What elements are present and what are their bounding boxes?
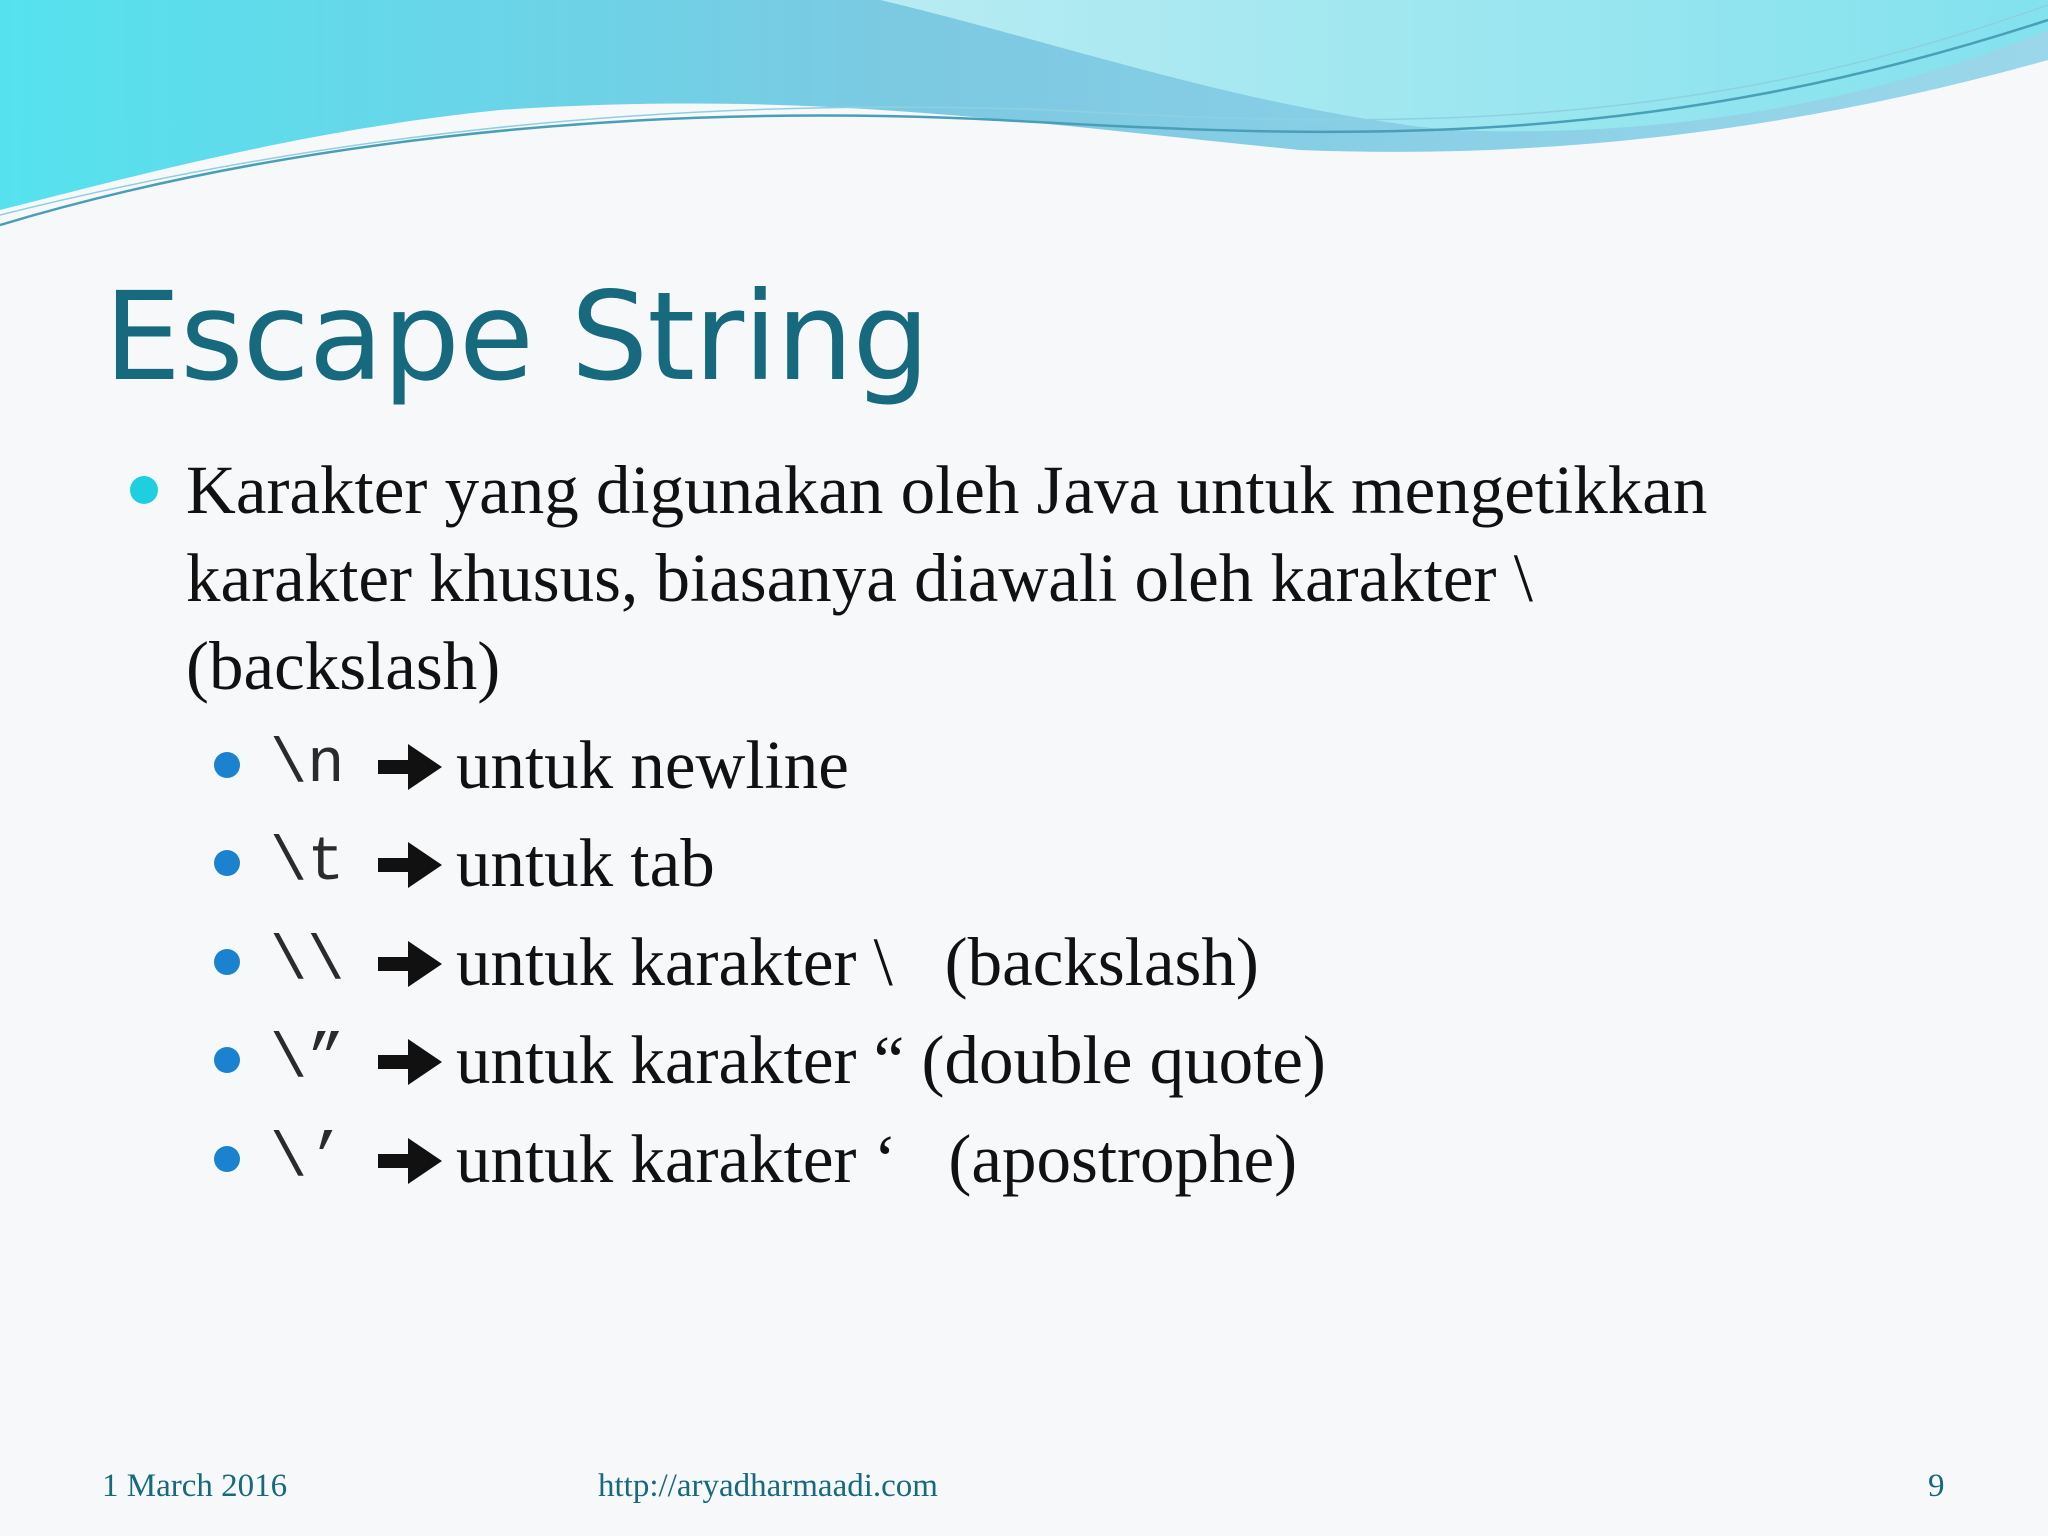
- sub-bullet-dot: [214, 1146, 240, 1172]
- bullet-dot: [130, 476, 158, 504]
- footer-date: 1 March 2016: [102, 1468, 288, 1504]
- escape-code: \n: [270, 729, 345, 800]
- escape-description: untuk karakter \ (backslash): [456, 924, 1259, 1000]
- bullet-line: Karakter yang digunakan oleh Java untuk mengetikkan: [186, 452, 1708, 528]
- right-arrow-icon: [374, 1134, 446, 1188]
- escape-description: untuk karakter “ (double quote): [456, 1022, 1326, 1098]
- header-wave-decoration: [0, 0, 2048, 240]
- escape-code: \”: [270, 1024, 345, 1095]
- slide-title: Escape String: [104, 266, 929, 408]
- sub-bullet-item: [214, 917, 1914, 1007]
- right-arrow-icon: [374, 740, 446, 794]
- escape-code: \’: [270, 1123, 345, 1194]
- right-arrow-icon: [374, 838, 446, 892]
- escape-description: untuk tab: [456, 825, 715, 901]
- bullet-line: karakter khusus, biasanya diawali oleh karakter \: [186, 540, 1533, 616]
- sub-bullet-item: [214, 720, 1914, 810]
- main-bullet-text: [186, 446, 1976, 710]
- sub-bullet-item: [214, 818, 1914, 908]
- sub-bullet-dot: [214, 752, 240, 778]
- sub-bullet-dot: [214, 850, 240, 876]
- sub-bullet-item: [214, 1015, 1914, 1105]
- escape-description: untuk karakter ‘ (apostrophe): [456, 1121, 1298, 1197]
- page-number: 9: [1928, 1468, 1945, 1504]
- escape-code: \\: [270, 926, 345, 997]
- sub-bullet-item: [214, 1114, 1914, 1204]
- right-arrow-icon: [374, 1035, 446, 1089]
- sub-bullet-dot: [214, 1047, 240, 1073]
- right-arrow-icon: [374, 937, 446, 991]
- sub-bullet-dot: [214, 949, 240, 975]
- footer-url: http://aryadharmaadi.com: [598, 1468, 938, 1504]
- bullet-line: (backslash): [186, 628, 501, 704]
- escape-code: \t: [270, 827, 345, 898]
- escape-description: untuk newline: [456, 727, 849, 803]
